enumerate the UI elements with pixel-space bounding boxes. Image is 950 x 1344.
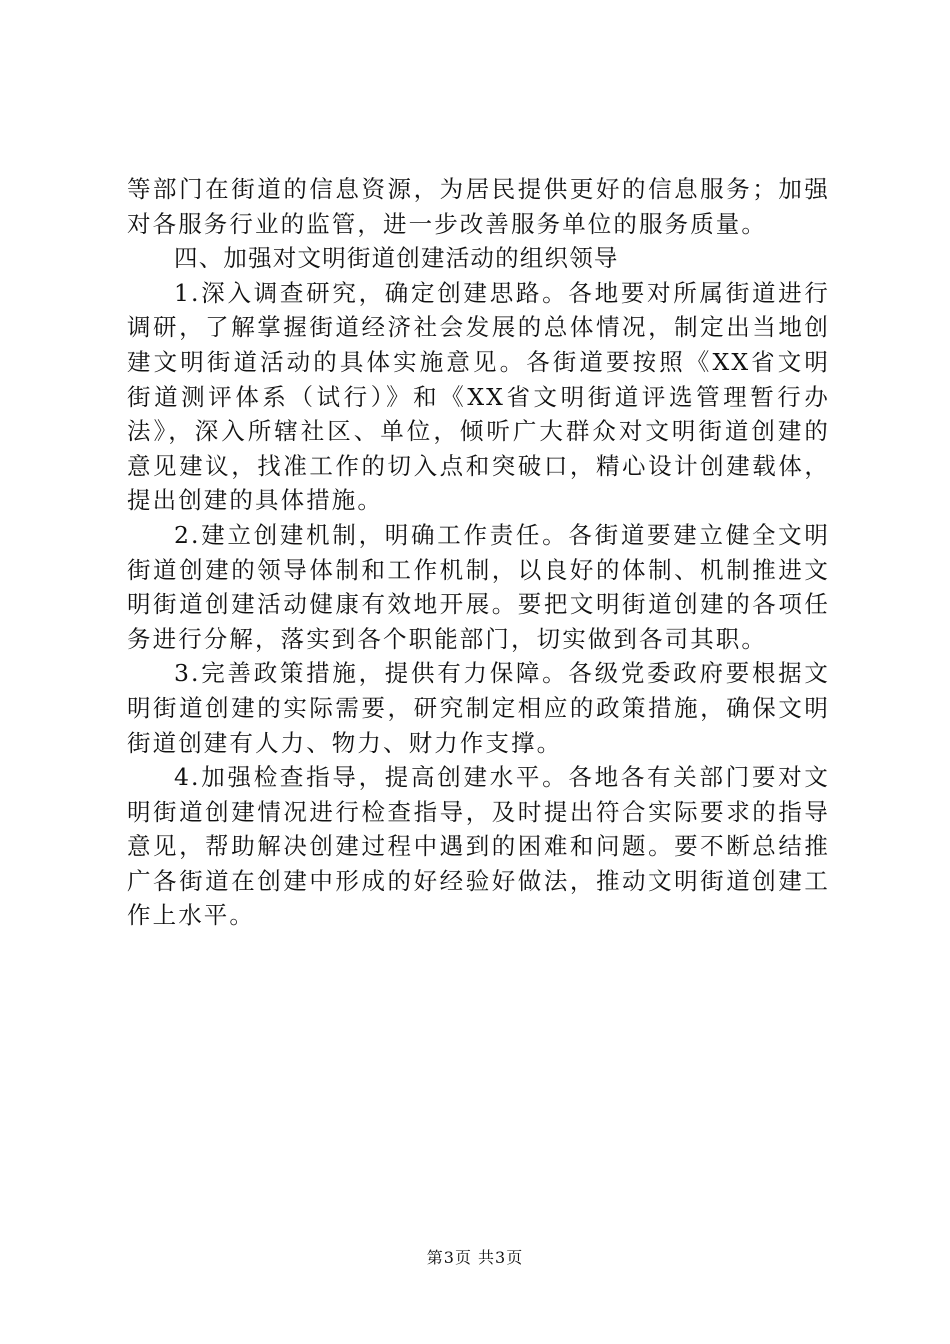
- paragraph-4: 4.加强检查指导，提高创建水平。各地各有关部门要对文明街道创建情况进行检查指导，及时提出符合实际要求的指导意见，帮助解决创建过程中遇到的困难和问题。要不断总结推广各街道在创建中形成的好经验好做法，推动文明街道创建工作上水平。: [127, 763, 830, 930]
- page-footer: 第3页 共3页: [426, 1248, 524, 1267]
- paragraph-1: 1.深入调查研究，确定创建思路。各地要对所属街道进行调研，了解掌握街道经济社会发展的总体情况，制定出当地创建文明街道活动的具体实施意见。各街道要按照《XX省文明街道测评体系（试行）》和《XX省文明街道评选管理暂行办法》，深入所辖社区、单位，倾听广大群众对文明街道创建的意见建议，找准工作的切入点和突破口，精心设计创建载体，提出创建的具体措施。: [127, 278, 830, 515]
- intro-continuation: 等部门在街道的信息资源，为居民提供更好的信息服务；加强对各服务行业的监管，进一步改善服务单位的服务质量。: [127, 175, 830, 238]
- paragraph-2: 2.建立创建机制，明确工作责任。各街道要建立健全文明街道创建的领导体制和工作机制，以良好的体制、机制推进文明街道创建活动健康有效地开展。要把文明街道创建的各项任务进行分解，落实到各个职能部门，切实做到各司其职。: [127, 520, 830, 653]
- paragraph-3: 3.完善政策措施，提供有力保障。各级党委政府要根据文明街道创建的实际需要，研究制定相应的政策措施，确保文明街道创建有人力、物力、财力作支撑。: [127, 659, 830, 757]
- document-body: [127, 172, 830, 933]
- section-heading: 四、加强对文明街道创建活动的组织领导: [174, 244, 619, 273]
